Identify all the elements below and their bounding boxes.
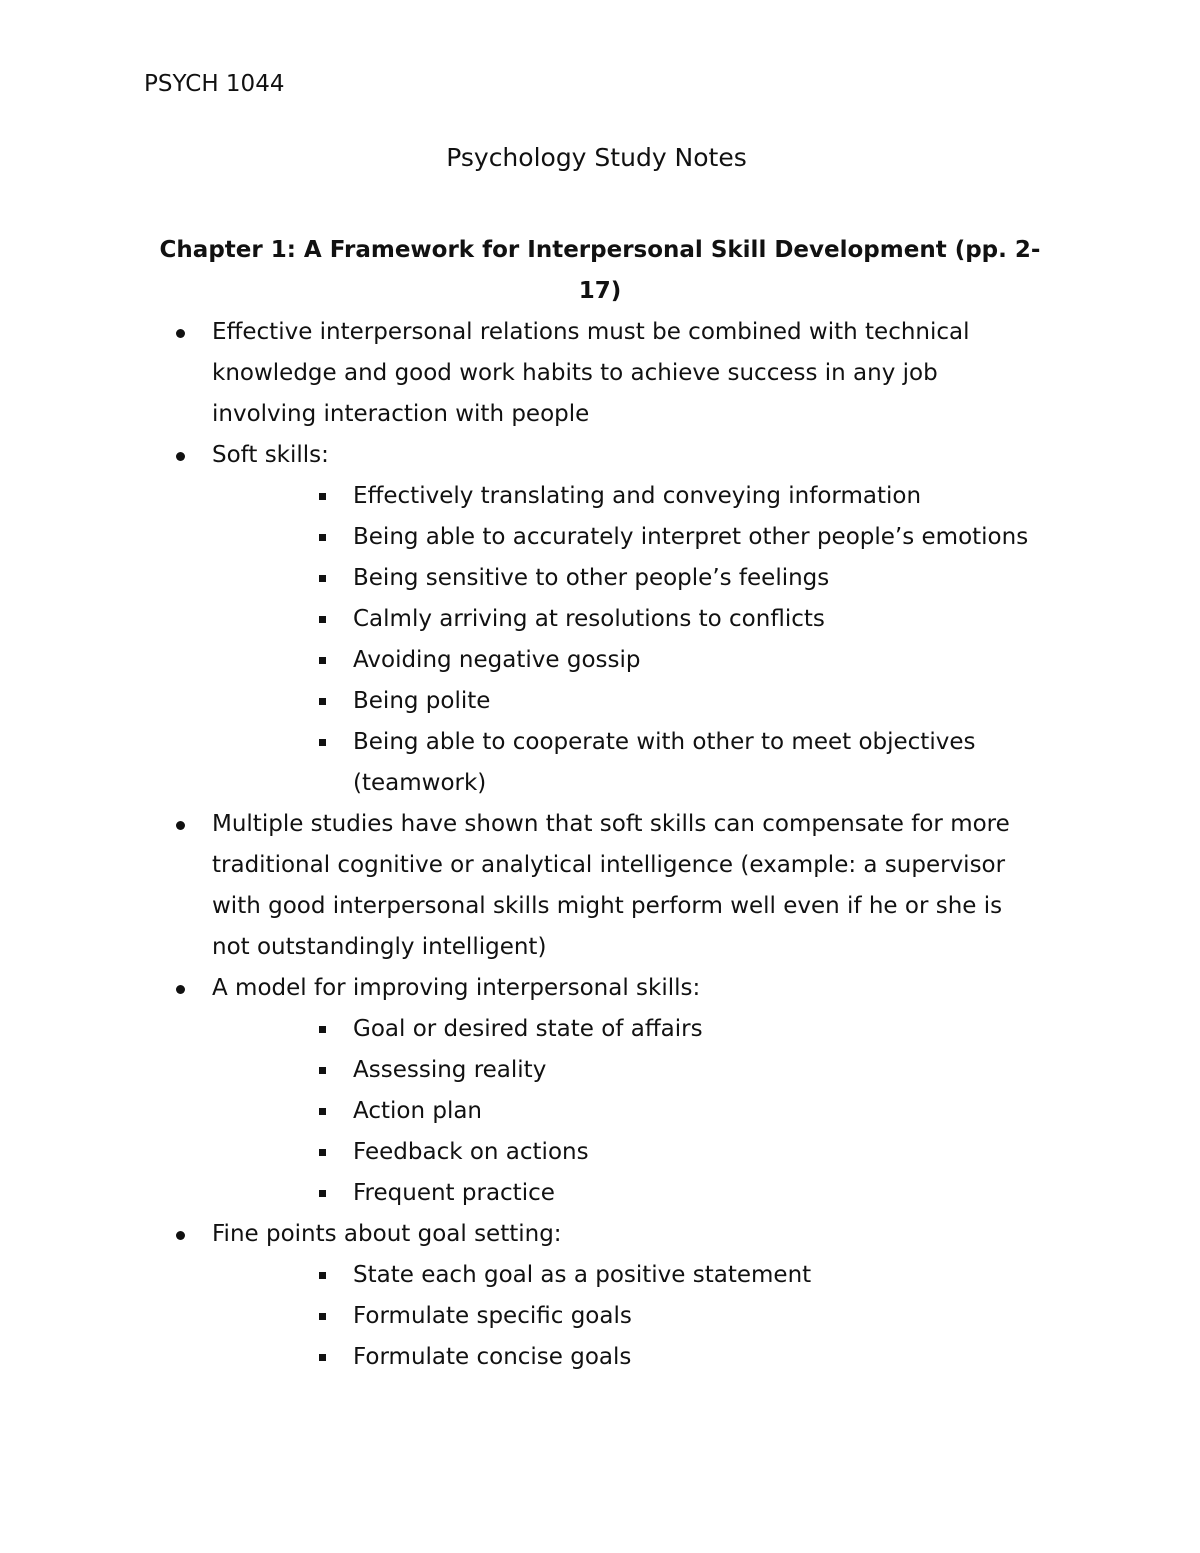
sub-list-item-text: Being polite [353,688,491,714]
sub-list-item [0,1132,1073,1173]
sub-list-item [0,1337,1073,1378]
bullet-square-icon [319,1313,326,1320]
sub-list-item-text: Formulate concise goals [353,1344,632,1370]
sub-list-item-text: Formulate specific goals [353,1303,632,1329]
bullet-square-icon [319,1272,326,1279]
sub-list-item-text: Calmly arriving at resolutions to conflicts [353,606,825,632]
sub-list-item [0,476,1073,517]
sub-list-item-text: Being able to accurately interpret other people’s emotions [353,524,1029,550]
bullet-square-icon [319,1026,326,1033]
sub-list-item [0,640,1073,681]
sub-list-item [0,1091,1073,1132]
sub-list-item [0,681,1073,722]
sub-list-item [0,1296,1073,1337]
list-item [0,804,1012,968]
bullet-dot-icon [176,985,185,994]
chapter-heading-line1: Chapter 1: A Framework for Interpersonal Skill Development (pp. 2- [159,237,1041,263]
list-item-text: Effective interpersonal relations must be combined with technical knowledge and good work habits to achieve success in any job involving interaction with people [212,319,970,427]
list-item-text: Soft skills: [212,442,329,468]
bullet-square-icon [319,1190,326,1197]
bullet-square-icon [319,698,326,705]
bullet-square-icon [319,534,326,541]
sub-list-item [0,1173,1073,1214]
list-item-text: Fine points about goal setting: [212,1221,562,1247]
sub-list-item-text: Goal or desired state of affairs [353,1016,703,1042]
list-item-text: Multiple studies have shown that soft skills can compensate for more traditional cognitive or analytical intelligence (example: a supervisor with good interpersonal skills might perform well even if he or she is not outstandingly intelligent) [212,811,1010,960]
sub-list-item [0,1255,1073,1296]
list-item [0,1214,1012,1255]
sub-list-item [0,558,1073,599]
bullet-square-icon [319,493,326,500]
chapter-heading-line2: 17) [578,278,622,304]
bullet-square-icon [319,1067,326,1074]
list-item [0,968,1012,1009]
bullet-square-icon [319,575,326,582]
bullet-square-icon [319,1108,326,1115]
chapter-heading [144,230,1056,312]
course-code: PSYCH 1044 [144,71,285,97]
sub-list-item-text: Frequent practice [353,1180,555,1206]
sub-list-item-text: Avoiding negative gossip [353,647,641,673]
sub-list-item [0,1009,1073,1050]
sub-list-item [0,722,1073,804]
bullet-dot-icon [176,821,185,830]
bullet-square-icon [319,1354,326,1361]
sub-list-item [0,517,1073,558]
bullet-dot-icon [176,1231,185,1240]
sub-list-item-text: Effectively translating and conveying information [353,483,922,509]
bullet-square-icon [319,1149,326,1156]
bullet-dot-icon [176,452,185,461]
sub-list-item-text: Being able to cooperate with other to meet objectives (teamwork) [353,729,976,796]
list-item [0,435,1012,476]
sub-list-item-text: Action plan [353,1098,483,1124]
notes-list [0,312,1200,1378]
sub-list-item [0,1050,1073,1091]
bullet-dot-icon [176,329,185,338]
list-item-text: A model for improving interpersonal skills: [212,975,701,1001]
sub-list-item [0,599,1073,640]
page-title: Psychology Study Notes [446,143,747,172]
sub-list-item-text: Feedback on actions [353,1139,589,1165]
bullet-square-icon [319,616,326,623]
sub-list-item-text: Assessing reality [353,1057,547,1083]
sub-list-item-text: Being sensitive to other people’s feelings [353,565,830,591]
bullet-square-icon [319,739,326,746]
bullet-square-icon [319,657,326,664]
list-item [0,312,1012,435]
sub-list-item-text: State each goal as a positive statement [353,1262,812,1288]
